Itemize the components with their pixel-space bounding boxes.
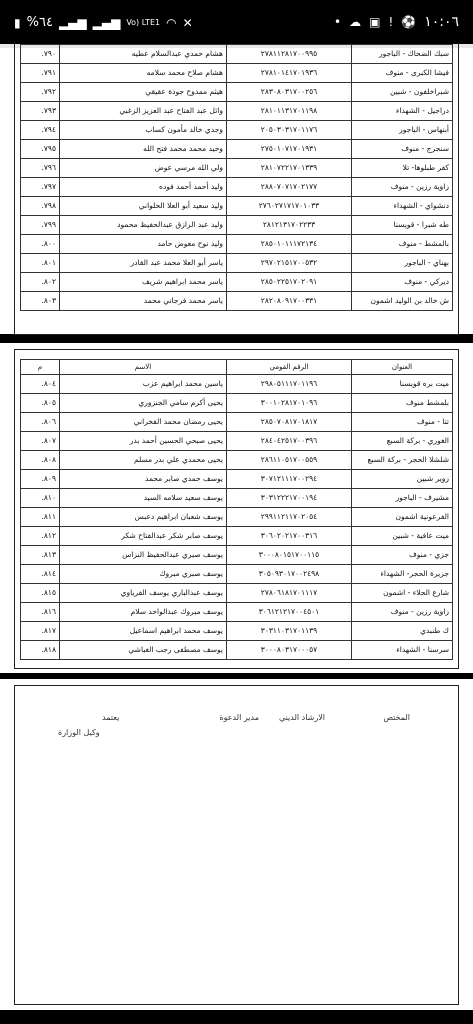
row-address: بالمشط - منوف [352, 235, 453, 254]
row-national-id: ٣٠٣١٢٢٢١٧٠٠١٩٤ [227, 489, 352, 508]
table-row [21, 603, 453, 622]
table-row [21, 527, 453, 546]
battery-icon: ▮ [14, 15, 21, 30]
alert-icon: ! [388, 15, 394, 29]
row-name: وجدي خالد مأمون كساب [60, 121, 227, 140]
signature-dawah-director: مدير الدعوة [219, 713, 259, 722]
row-national-id: ٢٩٩١١٢١١٧٠٢٠٥٤ [227, 508, 352, 527]
row-national-id: ٣٠٠١٠٢٨١٧٠١٠٩٦ [227, 394, 352, 413]
row-name: يوسف صبري عبدالحفيظ النزاس [60, 546, 227, 565]
row-national-id: ٣٠٠٠٨٠١٥١٧٠٠١١٥ [227, 546, 352, 565]
row-address: ش خالد بن الوليد اشمون [352, 292, 453, 311]
row-name: وليد عبد الرازق عبدالحفيظ محمود [60, 216, 227, 235]
table-row [21, 565, 453, 584]
row-address: شارع الجلاء - اشمون [352, 584, 453, 603]
row-number: ٧٩٠. [21, 45, 60, 64]
row-name: ياسر أبو العلا محمد عبد القادر [60, 254, 227, 273]
row-name: يحيى رمضان محمد الفخراني [60, 413, 227, 432]
row-national-id: ٢٨٣٠٨٠٣١٧٠٠٢٥٦ [227, 83, 352, 102]
row-address: زاوية رزين - منوف [352, 178, 453, 197]
row-name: هيثم ممدوح جودة عقيقي [60, 83, 227, 102]
row-national-id: ٢٧٦٠٢٧١٧١٧٠١٠٣٣ [227, 197, 352, 216]
row-address: شلشلا الحجر - بركة السبع [352, 451, 453, 470]
row-number: ٨١٢. [21, 527, 60, 546]
signal-icon-2: ▂▄▆ [92, 15, 121, 30]
soccer-icon: ⚽ [401, 15, 417, 29]
status-left [14, 15, 193, 30]
network-label: Vo) LTE1 [126, 18, 161, 27]
row-national-id: ٢٠٥٠٣٠٣١٧٠١١٧٦ [227, 121, 352, 140]
row-national-id: ٢٩٧٠٢١٥١٧٠٠٥٣٢ [227, 254, 352, 273]
table-row [21, 121, 453, 140]
signal-icon: ▂▄▆ [58, 15, 87, 30]
table-row [21, 641, 453, 660]
row-number: ٨٠٧. [21, 432, 60, 451]
row-address: جزي - منوف [352, 546, 453, 565]
row-number: ٨١٣. [21, 546, 60, 565]
row-address: جزيرة الحجر- الشهداء [352, 565, 453, 584]
row-name: يوسف صبري مبروك [60, 565, 227, 584]
row-national-id: ٢٨٥٠٧٠٨١٧٠١٨١٧ [227, 413, 352, 432]
table-row [21, 102, 453, 121]
row-name: وحيد محمد محمد فتح الله [60, 140, 227, 159]
row-name: وليد نوح معوض حامد [60, 235, 227, 254]
row-national-id: ٢٩٨٠٥١١١٧٠١١٩٦ [227, 375, 352, 394]
row-address: سنجرج - منوف [352, 140, 453, 159]
row-name: وليد أحمد أحمد فوده [60, 178, 227, 197]
row-address: مشيرف - الباجور [352, 489, 453, 508]
row-national-id: ٢٨١٠٧٢٢١٧٠١٣٣٩ [227, 159, 352, 178]
row-address: الغوري - بركة السبع [352, 432, 453, 451]
row-address: بهناي - الباجور [352, 254, 453, 273]
table-row [21, 489, 453, 508]
status-right [334, 14, 459, 30]
row-national-id: ٢٨٥٠٢٢٥١٧٠٢٠٩١ [227, 273, 352, 292]
row-name: ياسين محمد ابراهيم عزب [60, 375, 227, 394]
row-number: ٨٠٥. [21, 394, 60, 413]
document-page-1 [0, 44, 473, 334]
table-row [21, 584, 453, 603]
row-name: يوسف عبدالباري يوسف الفرياوي [60, 584, 227, 603]
header-id: الرقم القومي [227, 360, 352, 375]
row-address: سرسنا - الشهداء [352, 641, 453, 660]
table-row [21, 394, 453, 413]
status-bar [0, 0, 473, 44]
row-number: ٨٠١. [21, 254, 60, 273]
row-address: دنشواي - الشهداء [352, 197, 453, 216]
document-page-2 [0, 343, 473, 673]
row-name: يحيى أكرم سامي الجنزوري [60, 394, 227, 413]
row-address: تتا - منوف [352, 413, 453, 432]
row-number: ٧٩٨. [21, 197, 60, 216]
row-national-id: ٣٠٠٠٨٠٣١٧٠٠٠٥٧ [227, 641, 352, 660]
row-name: يوسف محمد ابراهيم اسماعيل [60, 622, 227, 641]
cloud-icon: ☁ [349, 15, 362, 29]
row-address: كفر طبلوها- تلا [352, 159, 453, 178]
table-header-row [21, 360, 453, 375]
header-name: الاسم [60, 360, 227, 375]
row-address: زوير شبين [352, 470, 453, 489]
row-national-id: ٢٨٤٠٤٢٥١٧٠٠٣٩٦ [227, 432, 352, 451]
row-number: ٨١٧. [21, 622, 60, 641]
table-row [21, 64, 453, 83]
row-national-id: ٢٨٨٠٧٠٧١٧٠٢١٧٧ [227, 178, 352, 197]
row-national-id: ٢٨١٢١٣١٧٠٢٢٣٣ [227, 216, 352, 235]
row-address: شبراخلفون - شبين [352, 83, 453, 102]
table-row [21, 254, 453, 273]
document-page-3 [0, 679, 473, 1010]
table-row [21, 546, 453, 565]
row-national-id: ٣٠٦٠٢٠٢١٧٠٠٣١٦ [227, 527, 352, 546]
row-address: ديركي - منوف [352, 273, 453, 292]
row-number: ٨٠٨. [21, 451, 60, 470]
signature-religious-guidance: الارشاد الديني [278, 713, 325, 722]
row-number: ٧٩٢. [21, 83, 60, 102]
row-number: ٨١٠. [21, 489, 60, 508]
dot-icon: • [334, 15, 342, 29]
row-national-id: ٢٨٦١١٠٥١٧٠٠٥٥٩ [227, 451, 352, 470]
gallery-icon: ▣ [369, 15, 381, 29]
row-number: ٨٠٦. [21, 413, 60, 432]
row-number: ٨٠٠. [21, 235, 60, 254]
row-number: ٨١٨. [21, 641, 60, 660]
row-name: ولي الله مرسي عوض [60, 159, 227, 178]
table-row [21, 273, 453, 292]
row-number: ٨١٥. [21, 584, 60, 603]
row-address: ك طنبدي [352, 622, 453, 641]
table-row [21, 508, 453, 527]
row-name: ياسر محمد فرجاني محمد [60, 292, 227, 311]
table-row [21, 413, 453, 432]
table-row [21, 470, 453, 489]
header-address: العنوان [352, 360, 453, 375]
names-table-2 [20, 359, 453, 660]
row-national-id: ٢٧٨١٠١٤١٧٠١٩٣٦ [227, 64, 352, 83]
table-row [21, 197, 453, 216]
table-row [21, 83, 453, 102]
row-number: ٨٠٩. [21, 470, 60, 489]
row-address: دراجيل - الشهداء [352, 102, 453, 121]
names-table-1 [20, 44, 453, 311]
row-address: طه شبرا - قويسنا [352, 216, 453, 235]
row-address: الفرعونية اشمون [352, 508, 453, 527]
row-name: يوسف حمدي صابر محمد [60, 470, 227, 489]
row-national-id: ٢٨٥٠١٠١١١٧٢١٣٤ [227, 235, 352, 254]
signature-undersecretary: وكيل الوزارة [58, 728, 100, 737]
signature-approve: يعتمد [102, 713, 120, 722]
row-number: ٧٩١. [21, 64, 60, 83]
table-row [21, 622, 453, 641]
row-address: زاوية رزين - منوف [352, 603, 453, 622]
table-row [21, 292, 453, 311]
row-number: ٧٩٩. [21, 216, 60, 235]
row-name: يوسف مبروك عبدالواحد سلام [60, 603, 227, 622]
row-name: وليد سعيد أبو العلا الحلواني [60, 197, 227, 216]
row-name: هشام حمدي عبدالسلام عطيه [60, 45, 227, 64]
row-address: ميت بره قويسنا [352, 375, 453, 394]
signature-specialist: المختص [383, 713, 410, 722]
row-name: يوسف سعيد سلامه السيد [60, 489, 227, 508]
table-row [21, 375, 453, 394]
row-name: يوسف مصطفى رجب الغباشي [60, 641, 227, 660]
row-national-id: ٣٠٦١٢١٢١٧٠٠٤٥٠١ [227, 603, 352, 622]
row-name: يوسف صابر شكر عبدالفتاح شكر [60, 527, 227, 546]
row-address: ميت عافية - شبين [352, 527, 453, 546]
row-number: ٨١١. [21, 508, 60, 527]
row-national-id: ٣٠٣١١٠٣١٧٠١١٣٩ [227, 622, 352, 641]
row-name: هشام صلاح محمد سلامه [60, 64, 227, 83]
row-name: يحيى محمدي علي بدر مسلم [60, 451, 227, 470]
table-row [21, 45, 453, 64]
row-number: ٨٠٣. [21, 292, 60, 311]
table-row [21, 140, 453, 159]
mute-icon: ✕ [182, 15, 193, 30]
row-national-id: ٣٠٥٠٩٣٠١٧٠٠٢٤٩٨ [227, 565, 352, 584]
row-national-id: ٢٧٨٠٦١٨١٧٠١١١٧ [227, 584, 352, 603]
row-number: ٨٠٢. [21, 273, 60, 292]
row-name: وائل عبد الفتاح عبد العزيز الزغبي [60, 102, 227, 121]
row-national-id: ٢٧٥٠١٠٧١٧٠١٩٣١ [227, 140, 352, 159]
table-row [21, 235, 453, 254]
clock: ١٠:٠٦ [424, 14, 459, 30]
table-row [21, 216, 453, 235]
table-row [21, 159, 453, 178]
battery-percent: %٦٤ [26, 15, 53, 30]
row-national-id: ٢٧٨١١٢٨١٧٠٠٩٩٥ [227, 45, 352, 64]
row-address: أبنهاس - الباجور [352, 121, 453, 140]
row-number: ٧٩٤. [21, 121, 60, 140]
wifi-icon: ◠ [166, 15, 177, 30]
row-name: يوسف شعبان ابراهيم دعبس [60, 508, 227, 527]
table-row [21, 432, 453, 451]
table-row [21, 178, 453, 197]
row-national-id: ٢٨٢٠٨٠٩١٧٠٠٣٣١ [227, 292, 352, 311]
row-address: سبك الضحاك - الباجور [352, 45, 453, 64]
row-national-id: ٣٠٧١٢١١١٧٠٠٢٩٤ [227, 470, 352, 489]
row-number: ٨١٤. [21, 565, 60, 584]
row-name: يحيى صبحي الحسين أحمد بدر [60, 432, 227, 451]
row-national-id: ٢٨١٠١١٣١٧٠١١٩٨ [227, 102, 352, 121]
row-number: ٧٩٥. [21, 140, 60, 159]
table-row [21, 451, 453, 470]
row-number: ٨١٦. [21, 603, 60, 622]
row-number: ٧٩٦. [21, 159, 60, 178]
row-number: ٧٩٣. [21, 102, 60, 121]
row-number: ٨٠٤. [21, 375, 60, 394]
header-num: م [21, 360, 60, 375]
row-number: ٧٩٧. [21, 178, 60, 197]
row-address: بلمشط منوف [352, 394, 453, 413]
row-address: فيشا الكبرى - منوف [352, 64, 453, 83]
row-name: ياسر محمد ابراهيم شريف [60, 273, 227, 292]
